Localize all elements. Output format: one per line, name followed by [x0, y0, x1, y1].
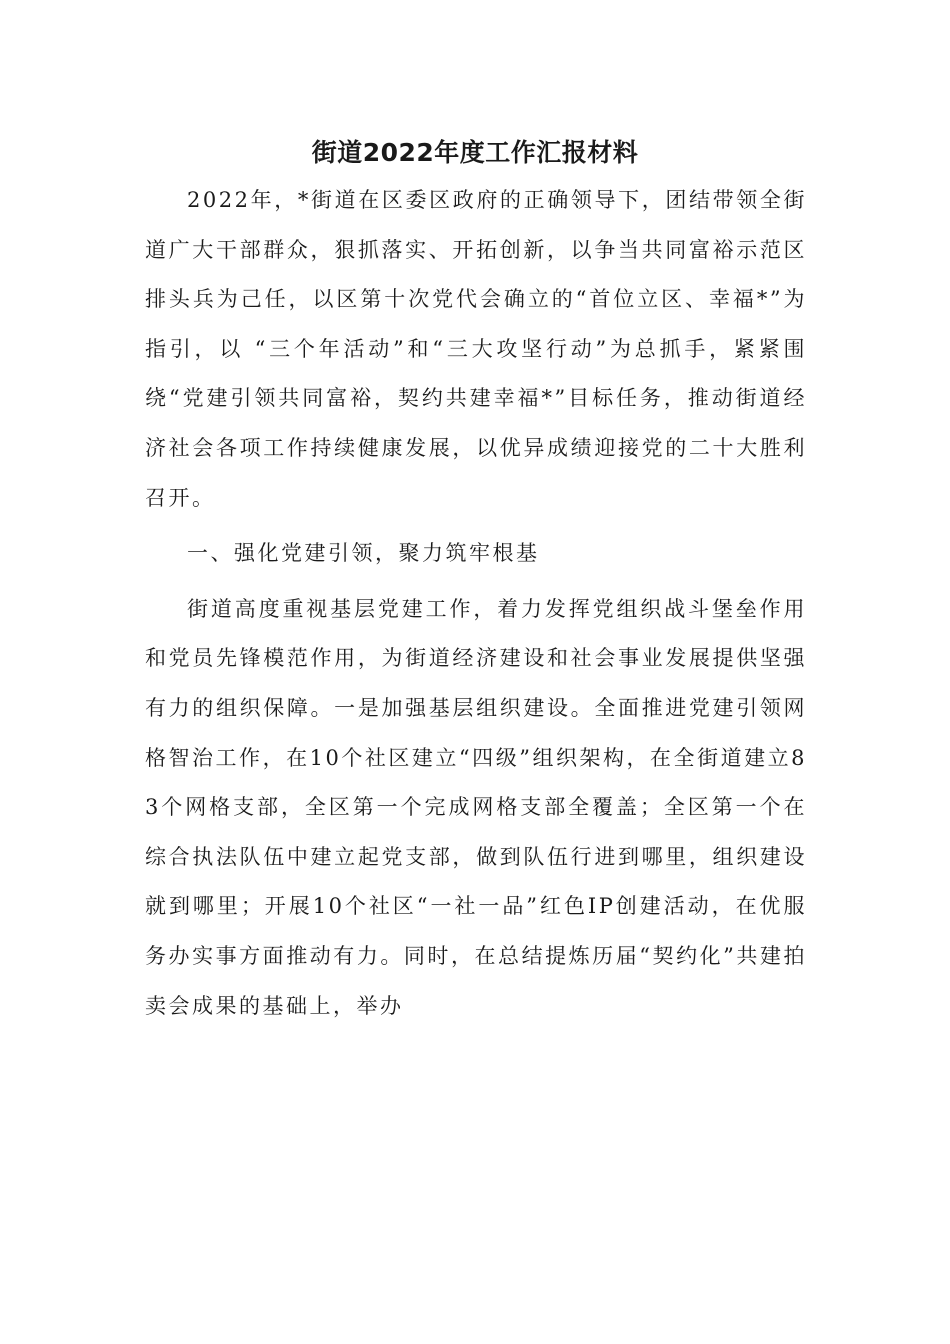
- intro-paragraph: 2022年，*街道在区委区政府的正确领导下，团结带领全街道广大干部群众，狠抓落实、开拓创新，以争当共同富裕示范区排头兵为己任，以区第十次党代会确立的“首位立区、幸福*”为指引，以 “三个年活动”和“三大攻坚行动”为总抓手，紧紧围绕“党建引领共同富裕，契约共建幸福*”目标任务，推动街道经济社会各项工作持续健康发展，以优异成绩迎接党的二十大胜利召开。: [145, 188, 807, 510]
- document-body: [145, 176, 807, 1031]
- document-title: 街道2022年度工作汇报材料: [311, 138, 639, 167]
- section-heading: 一、强化党建引领，聚力筑牢根基: [187, 541, 540, 566]
- section-paragraph: 街道高度重视基层党建工作，着力发挥党组织战斗堡垒作用和党员先锋模范作用，为街道经济建设和社会事业发展提供坚强有力的组织保障。一是加强基层组织建设。全面推进党建引领网格智治工作，在10个社区建立“四级”组织架构，在全街道建立83个网格支部，全区第一个完成网格支部全覆盖；全区第一个在综合执法队伍中建立起党支部，做到队伍行进到哪里，组织建设就到哪里；开展10个社区“一社一品”红色IP创建活动，在优服务办实事方面推动有力。同时，在总结提炼历届“契约化”共建拍卖会成果的基础上，举办: [145, 596, 807, 1018]
